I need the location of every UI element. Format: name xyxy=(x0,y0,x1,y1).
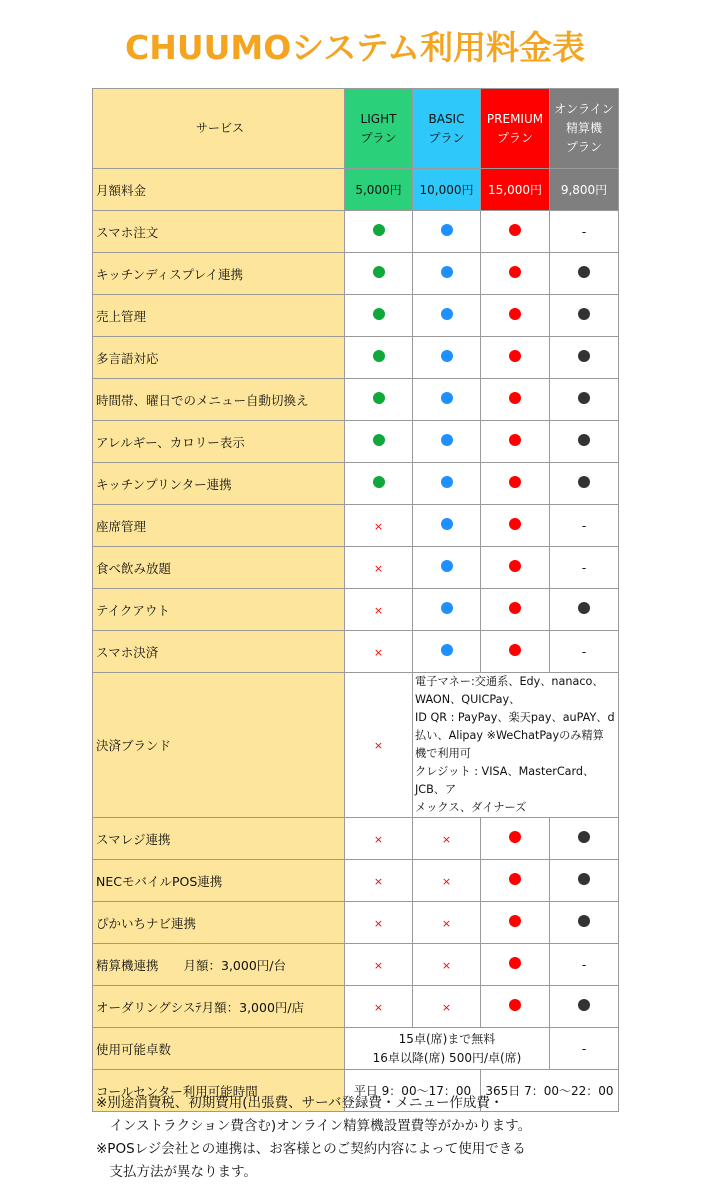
feature-cell xyxy=(481,547,550,589)
cross-mark: × xyxy=(373,916,384,930)
feature-cell xyxy=(550,211,619,253)
table-count-info xyxy=(345,1028,550,1070)
feature-cell xyxy=(550,463,619,505)
feature-cell xyxy=(550,589,619,631)
table-row xyxy=(93,986,619,1028)
feature-cell xyxy=(481,421,550,463)
available-dot-icon xyxy=(509,560,521,572)
feature-label: アレルギー、カロリー表示 xyxy=(93,421,345,463)
available-dot-icon xyxy=(509,831,521,843)
cross-mark: × xyxy=(373,832,384,846)
feature-cell xyxy=(481,463,550,505)
feature-cell xyxy=(413,379,481,421)
available-dot-icon xyxy=(578,602,590,614)
feature-cell xyxy=(481,986,550,1028)
available-dot-icon xyxy=(578,434,590,446)
monthly-fee-row xyxy=(93,169,619,211)
available-dot-icon xyxy=(509,434,521,446)
feature-cell xyxy=(481,818,550,860)
feature-cell xyxy=(481,902,550,944)
feature-cell xyxy=(550,631,619,673)
feature-cell xyxy=(413,253,481,295)
price-basic: 10,000円 xyxy=(413,169,481,211)
feature-cell xyxy=(413,860,481,902)
table-row xyxy=(93,818,619,860)
payment-brand-list xyxy=(413,673,619,818)
plan-name: LIGHT xyxy=(360,111,397,126)
cross-mark: × xyxy=(373,519,384,533)
table-count-row xyxy=(93,1028,619,1070)
feature-cell xyxy=(345,547,413,589)
feature-cell xyxy=(481,631,550,673)
available-dot-icon xyxy=(373,350,385,362)
available-dot-icon xyxy=(373,476,385,488)
feature-cell xyxy=(550,337,619,379)
table-row xyxy=(93,860,619,902)
cross-mark: × xyxy=(373,739,384,752)
feature-cell xyxy=(550,505,619,547)
available-dot-icon xyxy=(509,957,521,969)
feature-label: テイクアウト xyxy=(93,589,345,631)
feature-label: 多言語対応 xyxy=(93,337,345,379)
feature-label: 売上管理 xyxy=(93,295,345,337)
feature-cell xyxy=(413,421,481,463)
cross-mark: × xyxy=(441,874,452,888)
available-dot-icon xyxy=(441,392,453,404)
feature-cell xyxy=(345,589,413,631)
feature-cell xyxy=(413,944,481,986)
brand-line: クレジット : VISA、MasterCard、JCB、ア xyxy=(415,765,595,796)
brand-line: ID QR : PayPay、楽天pay、auPAY、d xyxy=(415,711,615,724)
plan-name: オンライン xyxy=(554,102,614,116)
feature-cell xyxy=(345,421,413,463)
feature-label: オーダリングシスﾃ月額：3,000円/店 xyxy=(93,986,345,1028)
feature-cell xyxy=(413,631,481,673)
table-count-line: 16卓以降(席) 500円/卓(席) xyxy=(372,1050,522,1065)
available-dot-icon xyxy=(509,999,521,1011)
feature-cell xyxy=(345,902,413,944)
footnote-line: ※POSレジ会社との連携は、お客様とのご契約内容によって使用できる xyxy=(96,1141,526,1157)
feature-cell xyxy=(345,337,413,379)
feature-cell xyxy=(481,589,550,631)
dash-mark: - xyxy=(581,644,587,659)
feature-cell xyxy=(345,631,413,673)
feature-label: スマホ決済 xyxy=(93,631,345,673)
cross-mark: × xyxy=(373,603,384,617)
feature-cell xyxy=(481,944,550,986)
plan-name: PREMIUM xyxy=(486,111,544,126)
brand-line: 払い、Alipay ※WeChatPayのみ精算 xyxy=(415,729,604,742)
available-dot-icon xyxy=(509,224,521,236)
page-title: CHUUMOシステム利用料金表 xyxy=(124,28,586,67)
monthly-fee-label: 月額料金 xyxy=(93,169,345,211)
feature-cell xyxy=(481,860,550,902)
available-dot-icon xyxy=(373,266,385,278)
feature-cell xyxy=(481,505,550,547)
plan-basic-header xyxy=(413,89,481,169)
available-dot-icon xyxy=(509,915,521,927)
cross-mark: × xyxy=(373,561,384,575)
available-dot-icon xyxy=(578,873,590,885)
feature-cell xyxy=(413,902,481,944)
footnote-line: ※別途消費税、初期費用(出張費、サーバ登録費・メニュー作成費・ xyxy=(96,1095,504,1111)
dash-mark: - xyxy=(581,518,587,533)
call-center-allyear: 365日 7：00～22：00 xyxy=(481,1070,619,1112)
cross-mark: × xyxy=(373,874,384,888)
table-row xyxy=(93,211,619,253)
available-dot-icon xyxy=(373,308,385,320)
footnote-line: 支払方法が異なります。 xyxy=(96,1164,257,1180)
cross-mark: × xyxy=(373,1000,384,1014)
available-dot-icon xyxy=(373,434,385,446)
feature-cell xyxy=(345,860,413,902)
table-row xyxy=(93,463,619,505)
available-dot-icon xyxy=(509,644,521,656)
table-row xyxy=(93,295,619,337)
table-row xyxy=(93,253,619,295)
plan-light-header xyxy=(345,89,413,169)
available-dot-icon xyxy=(509,308,521,320)
brand-line: 機で利用可 xyxy=(415,747,471,760)
available-dot-icon xyxy=(509,602,521,614)
table-row xyxy=(93,421,619,463)
feature-cell xyxy=(550,944,619,986)
available-dot-icon xyxy=(441,476,453,488)
price-light: 5,000円 xyxy=(345,169,413,211)
feature-cell xyxy=(345,295,413,337)
available-dot-icon xyxy=(578,350,590,362)
available-dot-icon xyxy=(441,308,453,320)
dash-mark: - xyxy=(581,224,587,239)
available-dot-icon xyxy=(441,434,453,446)
brand-line: 電子マネー:交通系、Edy、nanaco、 xyxy=(415,675,604,688)
feature-label: 食べ飲み放題 xyxy=(93,547,345,589)
feature-cell xyxy=(550,986,619,1028)
feature-cell xyxy=(345,673,413,818)
available-dot-icon xyxy=(578,308,590,320)
dash-mark: - xyxy=(581,957,587,972)
table-row xyxy=(93,505,619,547)
available-dot-icon xyxy=(441,350,453,362)
cross-mark: × xyxy=(441,958,452,972)
feature-cell xyxy=(413,211,481,253)
feature-cell xyxy=(481,211,550,253)
table-row xyxy=(93,944,619,986)
available-dot-icon xyxy=(578,266,590,278)
price-premium: 15,000円 xyxy=(481,169,550,211)
header-row xyxy=(93,89,619,169)
available-dot-icon xyxy=(373,392,385,404)
available-dot-icon xyxy=(578,831,590,843)
plan-name-2: 精算機 xyxy=(565,121,602,135)
feature-cell xyxy=(550,253,619,295)
feature-cell xyxy=(481,379,550,421)
feature-label: 使用可能卓数 xyxy=(93,1028,345,1070)
feature-cell xyxy=(345,505,413,547)
feature-cell xyxy=(413,986,481,1028)
available-dot-icon xyxy=(509,518,521,530)
plan-premium-header xyxy=(481,89,550,169)
available-dot-icon xyxy=(509,350,521,362)
feature-cell xyxy=(345,818,413,860)
feature-label: 精算機連携 月額：3,000円/台 xyxy=(93,944,345,986)
plan-sub: プラン xyxy=(360,130,397,145)
cross-mark: × xyxy=(441,832,452,846)
cross-mark: × xyxy=(373,958,384,972)
table-row xyxy=(93,379,619,421)
pricing-table xyxy=(92,88,619,1112)
feature-cell xyxy=(550,860,619,902)
table-row xyxy=(93,337,619,379)
footnote-line: インストラクション費含む)オンライン精算機設置費等がかかります。 xyxy=(96,1118,532,1134)
available-dot-icon xyxy=(441,602,453,614)
available-dot-icon xyxy=(441,224,453,236)
feature-cell xyxy=(550,818,619,860)
table-count-line: 15卓(席)まで無料 xyxy=(398,1031,496,1046)
available-dot-icon xyxy=(578,915,590,927)
price-online: 9,800円 xyxy=(550,169,619,211)
feature-label: 決済ブランド xyxy=(93,673,345,818)
feature-cell xyxy=(550,379,619,421)
dash-mark: - xyxy=(581,560,587,575)
feature-label: ぴかいちナビ連携 xyxy=(93,902,345,944)
available-dot-icon xyxy=(509,266,521,278)
feature-cell xyxy=(413,295,481,337)
cross-mark: × xyxy=(373,645,384,659)
plan-sub: プラン xyxy=(428,130,465,145)
feature-label: キッチンディスプレイ連携 xyxy=(93,253,345,295)
brand-line: WAON、QUICPay、 xyxy=(415,693,521,706)
cross-mark: × xyxy=(441,916,452,930)
feature-cell xyxy=(481,253,550,295)
feature-cell xyxy=(413,505,481,547)
feature-cell xyxy=(345,944,413,986)
payment-brand-row xyxy=(93,673,619,818)
footnotes xyxy=(96,1092,531,1184)
feature-cell xyxy=(550,547,619,589)
brand-line: メックス、ダイナーズ xyxy=(415,801,527,814)
available-dot-icon xyxy=(441,644,453,656)
plan-online-header xyxy=(550,89,619,169)
feature-cell xyxy=(481,295,550,337)
feature-cell xyxy=(413,818,481,860)
feature-cell xyxy=(413,463,481,505)
feature-cell xyxy=(345,379,413,421)
plan-name: BASIC xyxy=(428,111,465,126)
table-row xyxy=(93,589,619,631)
available-dot-icon xyxy=(509,392,521,404)
service-header: サービス xyxy=(93,89,345,169)
feature-label: キッチンプリンター連携 xyxy=(93,463,345,505)
feature-cell xyxy=(413,337,481,379)
feature-cell xyxy=(345,211,413,253)
plan-sub: プラン xyxy=(565,140,602,154)
feature-cell xyxy=(413,547,481,589)
available-dot-icon xyxy=(441,518,453,530)
feature-cell xyxy=(481,337,550,379)
feature-label: 座席管理 xyxy=(93,505,345,547)
cross-mark: × xyxy=(441,1000,452,1014)
feature-label: スマレジ連携 xyxy=(93,818,345,860)
available-dot-icon xyxy=(578,476,590,488)
table-row xyxy=(93,902,619,944)
feature-cell xyxy=(550,421,619,463)
feature-cell xyxy=(345,253,413,295)
available-dot-icon xyxy=(373,224,385,236)
table-row xyxy=(93,631,619,673)
feature-cell xyxy=(345,986,413,1028)
table-row xyxy=(93,547,619,589)
plan-sub: プラン xyxy=(496,130,533,145)
available-dot-icon xyxy=(509,873,521,885)
table-count-online: - xyxy=(550,1028,619,1070)
call-center-weekday: 平日 9：00～17：00 xyxy=(345,1070,481,1112)
available-dot-icon xyxy=(441,266,453,278)
feature-label: 時間帯、曜日でのメニュー自動切換え xyxy=(93,379,345,421)
feature-label: スマホ注文 xyxy=(93,211,345,253)
feature-label: NECモバイルPOS連携 xyxy=(93,860,345,902)
feature-label: コールセンター利用可能時間 xyxy=(93,1070,345,1112)
available-dot-icon xyxy=(509,476,521,488)
available-dot-icon xyxy=(578,999,590,1011)
feature-cell xyxy=(413,589,481,631)
available-dot-icon xyxy=(578,392,590,404)
available-dot-icon xyxy=(441,560,453,572)
feature-cell xyxy=(550,295,619,337)
feature-cell xyxy=(345,463,413,505)
feature-cell xyxy=(550,902,619,944)
